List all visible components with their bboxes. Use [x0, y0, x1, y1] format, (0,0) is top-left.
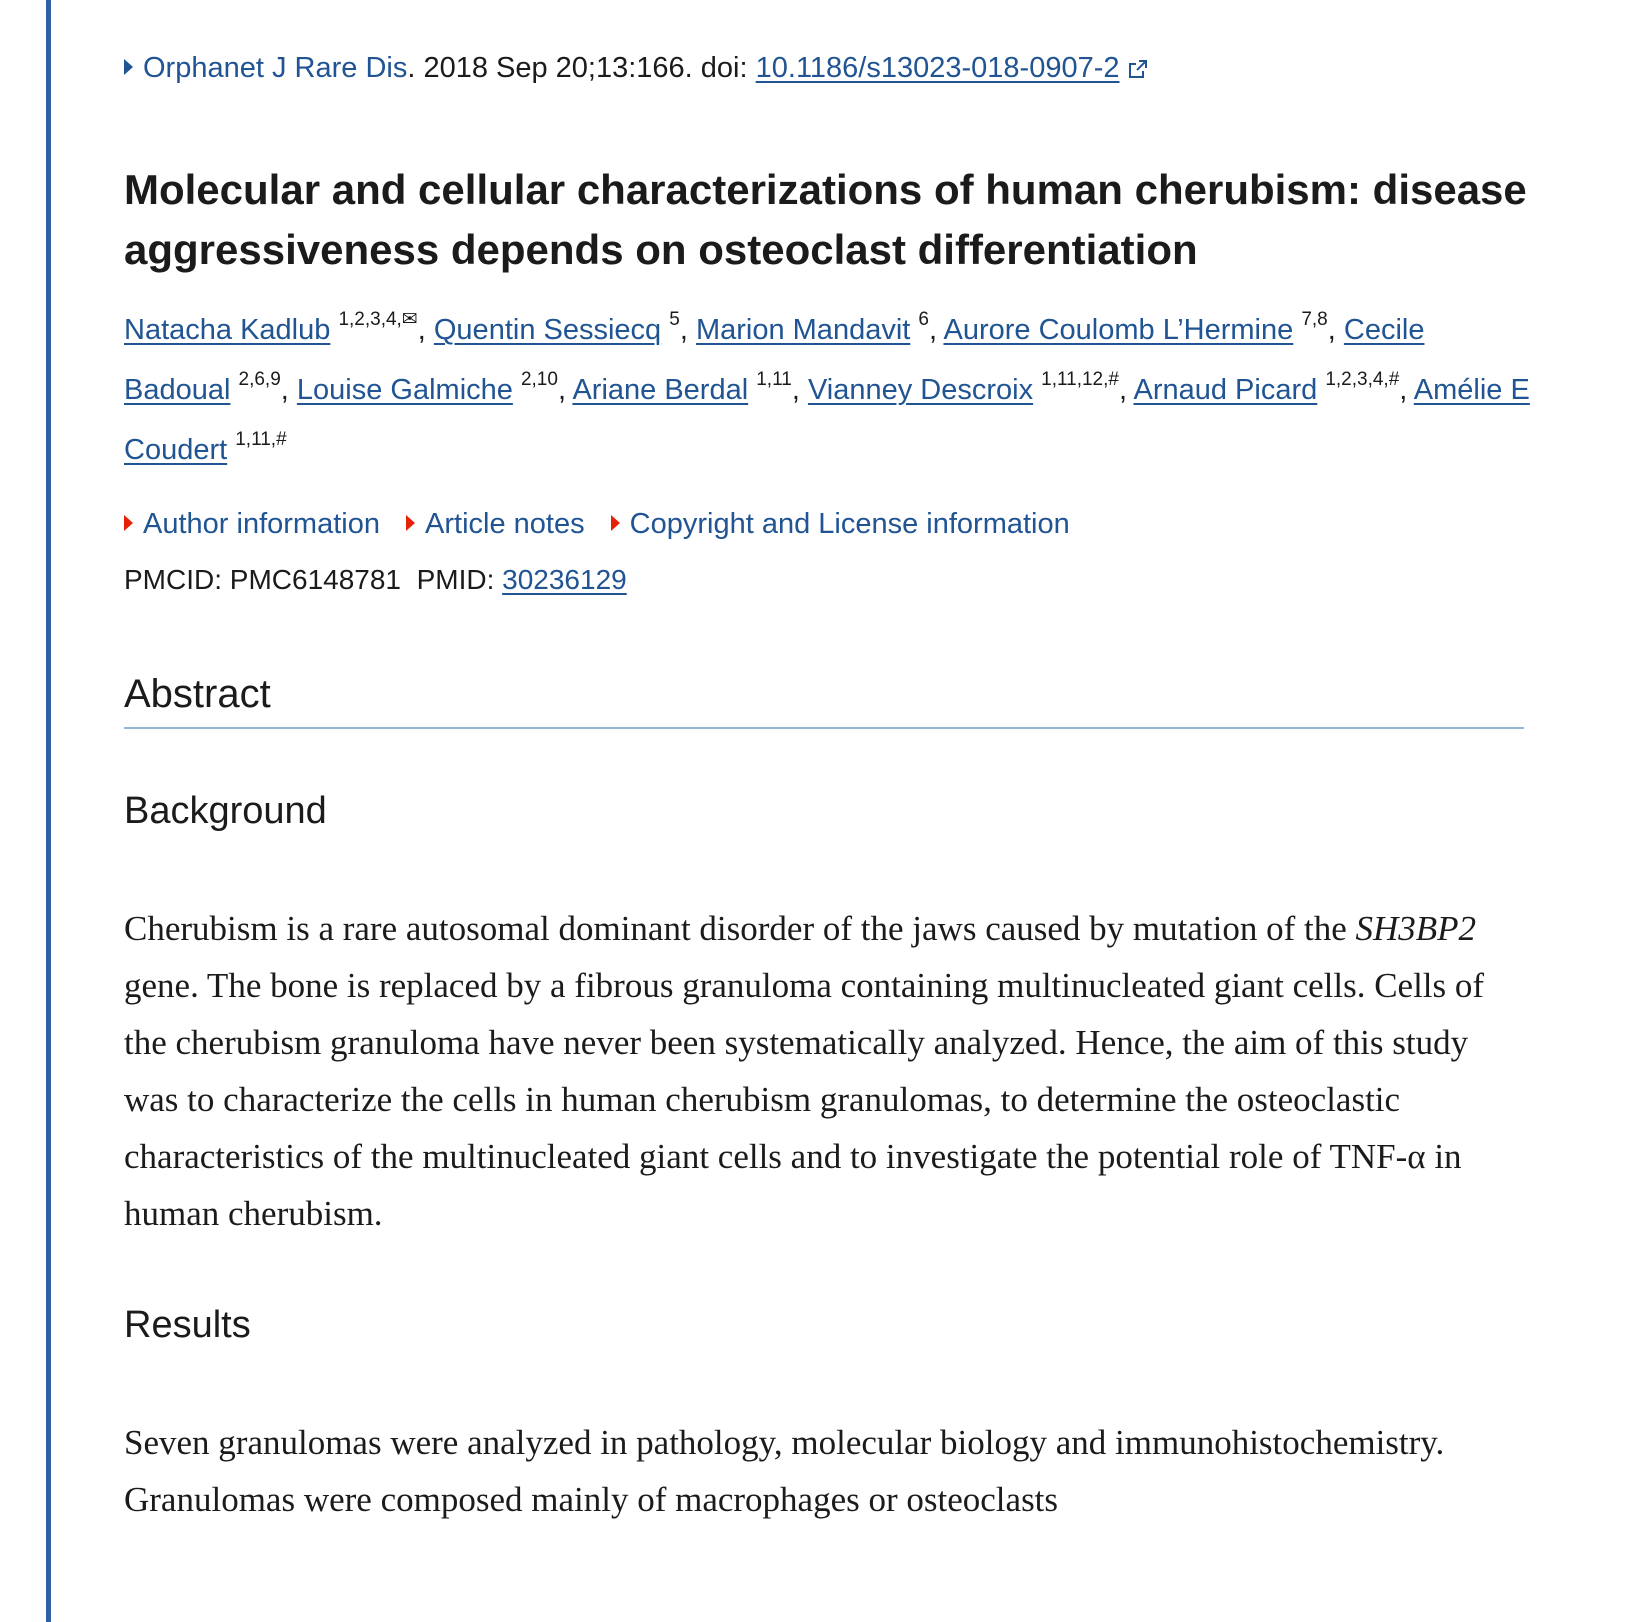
caret-right-icon: [124, 515, 133, 531]
author-link[interactable]: Amélie E Coudert: [124, 374, 1530, 466]
author-link[interactable]: Cecile Badoual: [124, 314, 1425, 406]
background-text-start: Cherubism is a rare autosomal dominant disorder of the jaws caused by mutation of the: [124, 909, 1356, 948]
author-affiliation: 1,2,3,4,#: [1325, 369, 1400, 390]
author-link[interactable]: Quentin Sessiecq: [433, 314, 662, 346]
author-affiliation: 5: [669, 309, 680, 330]
author-list: Natacha Kadlub $^{1,2,3,4,✉}$, Quentin Sessiecq $^5$, Marion Mandavit $^6$, Aurore Coulomb L’Hermine $^{7,8}$, Cecile Badoual $^{2,6,9}$, Louise Galmiche $^{2,10}$, Ariane Berdal $^{1,11}$, Vianney Descroix $^{1,11,12,\#}$, Arnaud Picard $^{1,2,3,4,\#}$, Amélie E Coudert $^{1,11,\#}$: [124, 309, 1530, 466]
background-heading: Background: [124, 790, 327, 832]
journal-link[interactable]: Orphanet J Rare Dis: [143, 52, 408, 84]
article-info-links: [124, 508, 1088, 541]
author-information-label[interactable]: Author information: [143, 508, 380, 540]
doi-link[interactable]: 10.1186/s13023-018-0907-2: [755, 52, 1120, 84]
pmid-label: PMID:: [416, 564, 503, 595]
pmid-link[interactable]: 30236129: [502, 564, 627, 595]
article-title: Molecular and cellular characterizations of human cherubism: disease aggressiveness depends on osteoclast differentiation: [124, 166, 1527, 273]
caret-right-icon: [406, 515, 415, 531]
author-link[interactable]: Aurore Coulomb L’Hermine: [943, 314, 1294, 346]
gene-name: SH3BP2: [1355, 909, 1477, 948]
pmcid-value: PMC6148781: [229, 564, 402, 595]
caret-right-icon: [124, 59, 133, 75]
author-link[interactable]: Arnaud Picard: [1133, 374, 1318, 406]
pmcid-label: PMCID:: [124, 564, 230, 595]
author-affiliation: 1,11,#: [235, 429, 287, 450]
author-affiliation: 6: [918, 309, 929, 330]
external-link-icon[interactable]: [1128, 59, 1148, 79]
author-information-toggle[interactable]: [124, 508, 380, 541]
author-link[interactable]: Natacha Kadlub: [124, 314, 331, 346]
background-paragraph: [124, 900, 1524, 1242]
left-accent-bar: [46, 0, 51, 1622]
author-affiliation: 2,10: [520, 369, 558, 390]
author-affiliation: 1,11,12,#: [1041, 369, 1119, 390]
results-paragraph: Seven granulomas were analyzed in pathology, molecular biology and immunohistochemistry. Granulomas were composed mainly of macrophages or osteoclasts: [124, 1423, 1445, 1519]
author-link[interactable]: Ariane Berdal: [572, 374, 749, 406]
article-ids: [124, 564, 627, 596]
citation-details: . 2018 Sep 20;13:166. doi:: [407, 52, 756, 84]
citation-line: [124, 52, 1148, 85]
author-link[interactable]: Marion Mandavit: [695, 314, 911, 346]
copyright-toggle[interactable]: [611, 508, 1070, 541]
author-link[interactable]: Vianney Descroix: [807, 374, 1034, 406]
author-link[interactable]: Louise Galmiche: [296, 374, 513, 406]
results-heading: Results: [124, 1304, 251, 1346]
abstract-heading: Abstract: [124, 672, 1524, 729]
article-notes-label[interactable]: Article notes: [425, 508, 585, 540]
background-text-end: gene. The bone is replaced by a fibrous granuloma containing multinucleated giant cells. Cells of the cherubism granuloma have never been systematically analyzed. Hence, the aim of this study was to characterize the cells in human cherubism granulomas, to determine the osteoclastic characteristics of the multinucleated giant cells and to investigate the potential role of TNF-α in human cherubism.: [124, 966, 1485, 1233]
author-affiliation: 7,8: [1301, 309, 1328, 330]
author-affiliation: 2,6,9: [238, 369, 281, 390]
author-affiliation: 1,2,3,4,✉: [338, 309, 418, 330]
caret-right-icon: [611, 515, 620, 531]
copyright-label[interactable]: Copyright and License information: [629, 508, 1070, 540]
article-notes-toggle[interactable]: [406, 508, 585, 541]
author-affiliation: 1,11: [756, 369, 792, 390]
